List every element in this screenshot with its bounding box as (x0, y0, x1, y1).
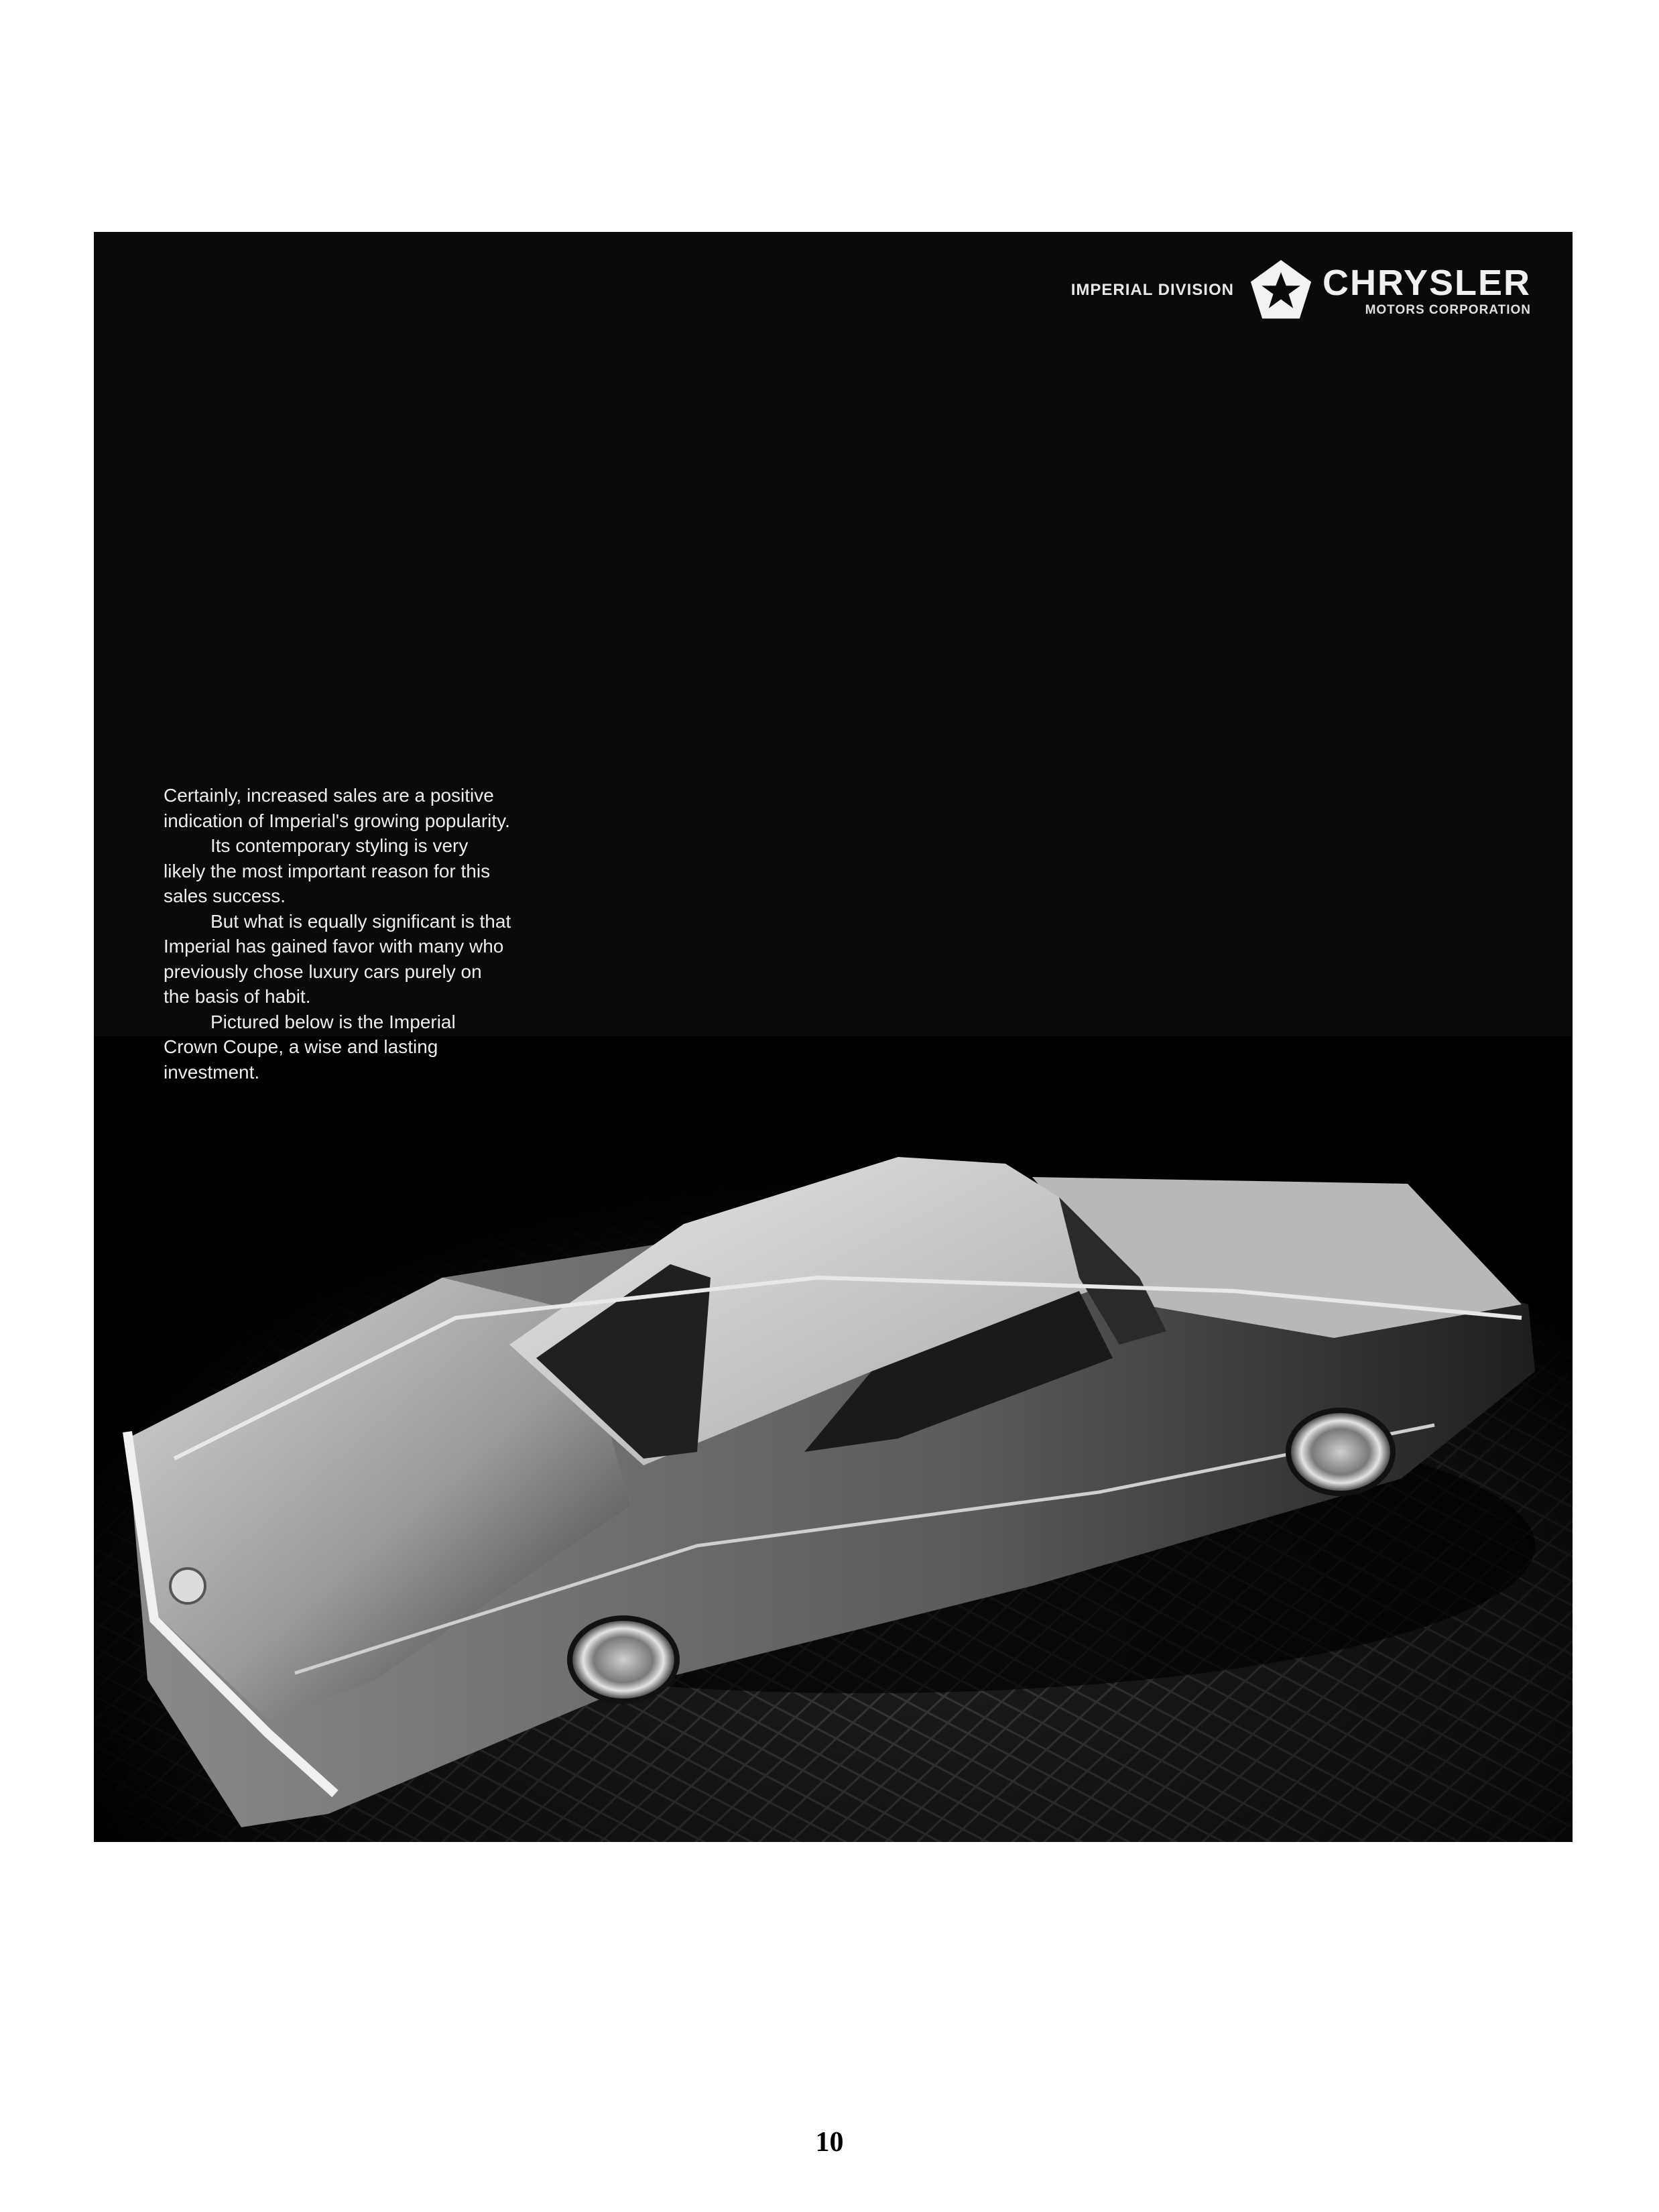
page-number: 10 (815, 2127, 844, 2158)
ad-copy (164, 783, 512, 1085)
copy-paragraph: Pictured below is the Imperial Crown Coupe, a wise and lasting investment. (164, 1011, 456, 1083)
brand-name: CHRYSLER (1322, 262, 1531, 303)
brand-lockup (1071, 253, 1531, 327)
brand-name-block (1322, 262, 1531, 317)
pentastar-icon (1249, 258, 1313, 322)
copy-paragraph: But what is equally significant is that Imperial has gained favor with many who previously chose luxury cars purely on the basis of habit. (164, 910, 511, 1007)
copy-paragraph: Certainly, increased sales are a positive indication of Imperial's growing popularity. (164, 785, 510, 831)
brand-subtitle: MOTORS CORPORATION (1365, 302, 1531, 317)
division-label: IMPERIAL DIVISION (1070, 281, 1234, 299)
copy-paragraph: Its contemporary styling is very likely the most important reason for this sales success. (164, 835, 491, 906)
advertisement-panel (94, 232, 1573, 1842)
